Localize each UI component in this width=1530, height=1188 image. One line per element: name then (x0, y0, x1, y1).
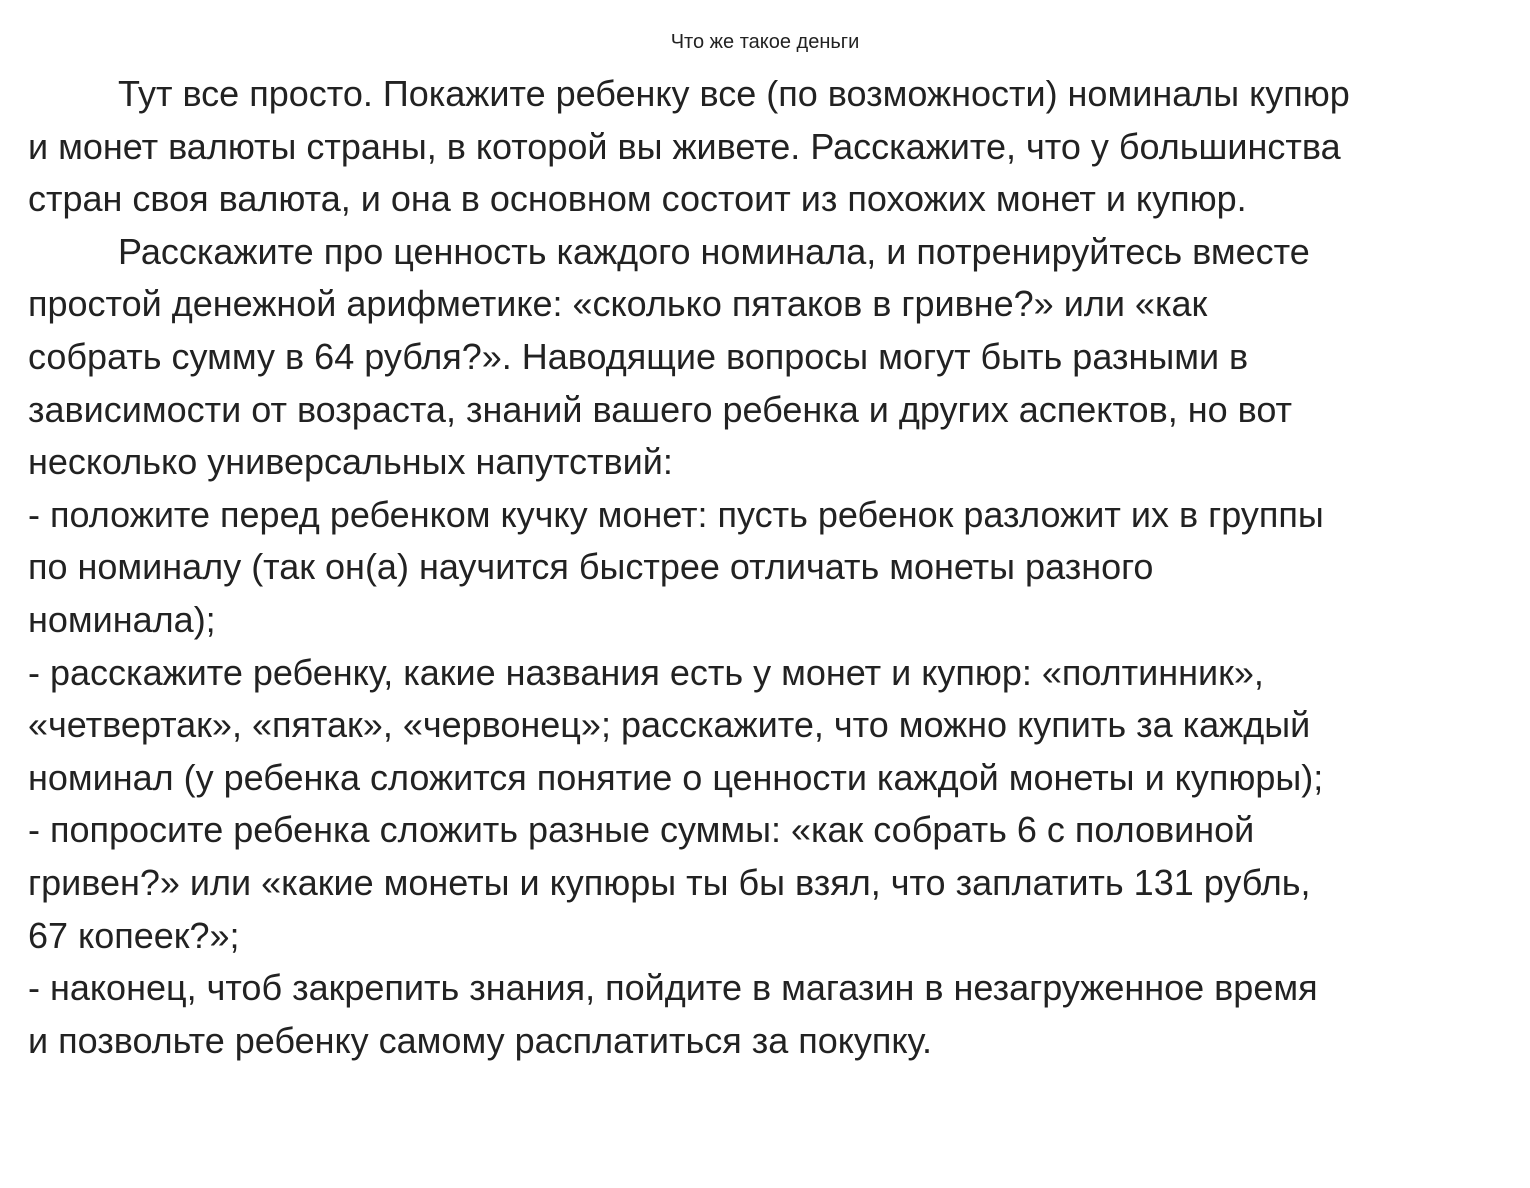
text-line-12: - расскажите ребенку, какие названия есть у монет и купюр: «полтинник», (28, 651, 1264, 693)
text-line-17: 67 копеек?»; (28, 914, 240, 956)
text-line-3: стран своя валюта, и она в основном состоит из похожих монет и купюр. (28, 178, 1247, 220)
slide-title: Что же такое деньги (670, 31, 860, 53)
text-line-5: простой денежной арифметике: «сколько пятаков в гривне?» или «как (28, 283, 1208, 325)
text-line-14: номинал (у ребенка сложится понятие о ценности каждой монеты и купюры); (28, 756, 1324, 798)
slide-body-text (28, 68, 1518, 1067)
text-line-15: - попросите ребенка сложить разные суммы: «как собрать 6 с половиной (28, 809, 1255, 851)
text-line-18: - наконец, чтоб закрепить знания, пойдите в магазин в незагруженное время (28, 967, 1318, 1009)
text-line-10: по номиналу (так он(а) научится быстрее отличать монеты разного (28, 546, 1154, 588)
text-line-19: и позвольте ребенку самому расплатиться за покупку. (28, 1019, 932, 1061)
text-line-2: и монет валюты страны, в которой вы живете. Расскажите, что у большинства (28, 125, 1341, 167)
text-line-6: собрать сумму в 64 рубля?». Наводящие вопросы могут быть разными в (28, 335, 1249, 377)
text-line-7: зависимости от возраста, знаний вашего ребенка и других аспектов, но вот (28, 388, 1293, 430)
text-line-11: номинала); (28, 598, 216, 640)
text-line-4: Расскажите про ценность каждого номинала, и потренируйтесь вместе (118, 230, 1310, 272)
text-line-16: гривен?» или «какие монеты и купюры ты бы взял, что заплатить 131 рубль, (28, 861, 1311, 903)
text-line-9: - положите перед ребенком кучку монет: пусть ребенок разложит их в группы (28, 493, 1324, 535)
text-line-1: Тут все просто. Покажите ребенку все (по возможности) номиналы купюр (118, 73, 1350, 114)
text-line-13: «четвертак», «пятак», «червонец»; расскажите, что можно купить за каждый (28, 704, 1311, 746)
text-line-8: несколько универсальных напутствий: (28, 441, 673, 483)
